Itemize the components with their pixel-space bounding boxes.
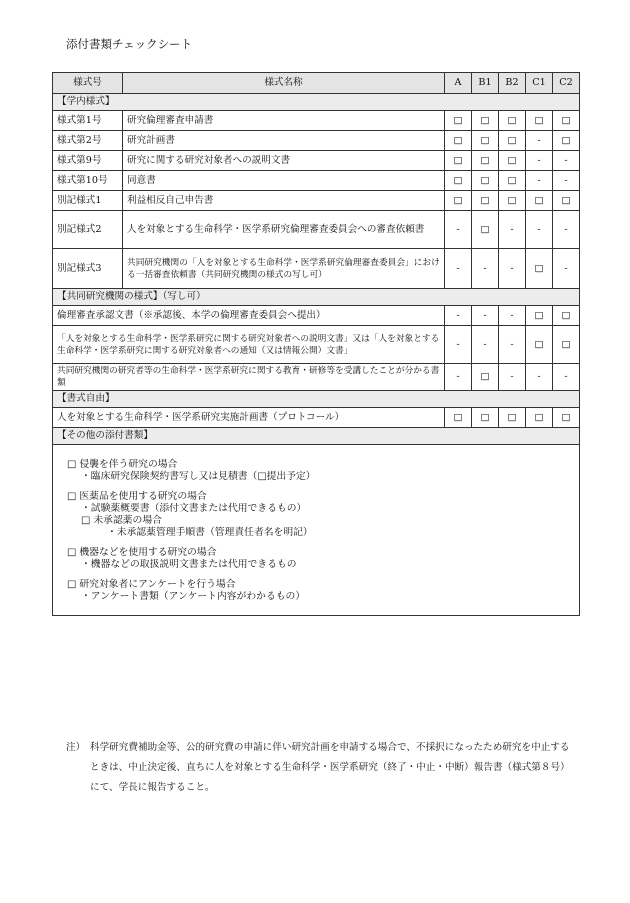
form-code: 様式第9号 bbox=[53, 151, 123, 171]
other-docs-list bbox=[53, 445, 580, 616]
check-b1[interactable]: □ bbox=[472, 408, 499, 428]
form-name: 人を対象とする生命科学・医学系研究実施計画書（プロトコール） bbox=[53, 408, 445, 428]
form-name: 利益相反自己申告書 bbox=[123, 191, 445, 211]
check-b1: - bbox=[472, 306, 499, 326]
section-row bbox=[53, 94, 580, 111]
checklist-item[interactable]: □ 機器などを使用する研究の場合 bbox=[67, 547, 217, 558]
check-b2[interactable]: □ bbox=[499, 408, 526, 428]
check-a: - bbox=[445, 211, 472, 249]
check-c1[interactable]: □ bbox=[526, 249, 553, 289]
list-item: ・アンケート書類（アンケート内容がわかるもの） bbox=[81, 591, 306, 602]
check-b1[interactable]: □ bbox=[472, 364, 499, 391]
check-c2: - bbox=[553, 364, 580, 391]
check-b1[interactable]: □ bbox=[472, 211, 499, 249]
footnote-text: 科学研究費補助金等、公的研究費の申請に伴い研究計画を申請する場合で、不採択になったため研究を中止するときは、中止決定後、直ちに人を対象とする生命科学・医学系研究（終了・中止・中断）報告書（様式第８号）にて、学長に報告すること。 bbox=[90, 742, 570, 793]
header-c2: C2 bbox=[553, 73, 580, 94]
check-c2[interactable]: □ bbox=[553, 408, 580, 428]
check-a[interactable]: □ bbox=[445, 171, 472, 191]
check-b1[interactable]: □ bbox=[472, 111, 499, 131]
section-label: 【学内様式】 bbox=[53, 94, 580, 111]
form-code: 別記様式3 bbox=[53, 249, 123, 289]
form-code: 別記様式1 bbox=[53, 191, 123, 211]
table-row bbox=[53, 249, 580, 289]
check-b2: - bbox=[499, 364, 526, 391]
table-row bbox=[53, 111, 580, 131]
check-b2: - bbox=[499, 211, 526, 249]
check-b1[interactable]: □ bbox=[472, 151, 499, 171]
check-b2[interactable]: □ bbox=[499, 131, 526, 151]
check-c1: - bbox=[526, 131, 553, 151]
check-c2: - bbox=[553, 151, 580, 171]
check-a[interactable]: □ bbox=[445, 151, 472, 171]
check-c2[interactable]: □ bbox=[553, 326, 580, 364]
form-name: 共同研究機関の「人を対象とする生命科学・医学系研究倫理審査委員会」における一括審査依頼書（共同研究機関の様式の写し可） bbox=[123, 249, 445, 289]
list-item: ・機器などの取扱説明文書または代用できるもの bbox=[81, 559, 297, 570]
check-c2: - bbox=[553, 171, 580, 191]
check-a: - bbox=[445, 364, 472, 391]
form-code: 様式第2号 bbox=[53, 131, 123, 151]
other-docs-row bbox=[53, 445, 580, 616]
header-row bbox=[53, 73, 580, 94]
check-c1[interactable]: □ bbox=[526, 326, 553, 364]
header-b1: B1 bbox=[472, 73, 499, 94]
check-c1[interactable]: □ bbox=[526, 111, 553, 131]
header-code: 様式号 bbox=[53, 73, 123, 94]
table-row bbox=[53, 171, 580, 191]
check-a[interactable]: □ bbox=[445, 408, 472, 428]
table-row bbox=[53, 364, 580, 391]
check-c2[interactable]: □ bbox=[553, 111, 580, 131]
form-code: 別記様式2 bbox=[53, 211, 123, 249]
check-a[interactable]: □ bbox=[445, 191, 472, 211]
section-title: 【共同研究機関の様式】 bbox=[57, 291, 163, 302]
table-row bbox=[53, 326, 580, 364]
table-row bbox=[53, 191, 580, 211]
check-a: - bbox=[445, 249, 472, 289]
table-row bbox=[53, 408, 580, 428]
form-code: 様式第10号 bbox=[53, 171, 123, 191]
checklist-item[interactable]: □ 研究対象者にアンケートを行う場合 bbox=[67, 579, 236, 590]
checklist-item[interactable]: □ 未承認薬の場合 bbox=[81, 515, 162, 526]
form-name: 倫理審査承認文書（※承認後、本学の倫理審査委員会へ提出） bbox=[53, 306, 445, 326]
form-code: 様式第1号 bbox=[53, 111, 123, 131]
check-b1: - bbox=[472, 249, 499, 289]
section-label bbox=[53, 289, 580, 306]
table-row bbox=[53, 131, 580, 151]
form-name: 人を対象とする生命科学・医学系研究倫理審査委員会への審査依頼書 bbox=[123, 211, 445, 249]
section-row bbox=[53, 428, 580, 445]
check-c1: - bbox=[526, 151, 553, 171]
section-label: 【その他の添付書類】 bbox=[53, 428, 580, 445]
checklist-item[interactable]: □ 医薬品を使用する研究の場合 bbox=[67, 491, 207, 502]
checklist-table bbox=[52, 72, 580, 616]
form-name: 共同研究機関の研究者等の生命科学・医学系研究に関する教育・研修等を受講したことが分かる書類 bbox=[53, 364, 445, 391]
table-row bbox=[53, 211, 580, 249]
check-b2: - bbox=[499, 326, 526, 364]
check-c2[interactable]: □ bbox=[553, 191, 580, 211]
form-name: 同意書 bbox=[123, 171, 445, 191]
form-name: 研究計画書 bbox=[123, 131, 445, 151]
check-a: - bbox=[445, 306, 472, 326]
check-c1[interactable]: □ bbox=[526, 191, 553, 211]
check-b2[interactable]: □ bbox=[499, 171, 526, 191]
check-c2: - bbox=[553, 211, 580, 249]
check-b1[interactable]: □ bbox=[472, 171, 499, 191]
check-b1[interactable]: □ bbox=[472, 191, 499, 211]
list-item: ・未承認薬管理手順書（管理責任者名を明記） bbox=[107, 527, 313, 538]
form-name: 「人を対象とする生命科学・医学系研究に関する研究対象者への説明文書」又は「人を対象とする生命科学・医学系研究に関する研究対象者への通知（又は情報公開）文書」 bbox=[53, 326, 445, 364]
footnote-mark: 注） bbox=[66, 742, 86, 753]
header-name: 様式名称 bbox=[123, 73, 445, 94]
header-c1: C1 bbox=[526, 73, 553, 94]
check-c1: - bbox=[526, 211, 553, 249]
check-b1[interactable]: □ bbox=[472, 131, 499, 151]
header-a: A bbox=[445, 73, 472, 94]
check-b1: - bbox=[472, 326, 499, 364]
check-b2: - bbox=[499, 306, 526, 326]
check-c1: - bbox=[526, 364, 553, 391]
check-c2[interactable]: □ bbox=[553, 306, 580, 326]
check-b2[interactable]: □ bbox=[499, 191, 526, 211]
footnote bbox=[66, 738, 574, 798]
table-row bbox=[53, 306, 580, 326]
check-b2[interactable]: □ bbox=[499, 111, 526, 131]
form-name: 研究倫理審査申請書 bbox=[123, 111, 445, 131]
checklist-item[interactable]: □ 侵襲を伴う研究の場合 bbox=[67, 459, 178, 470]
check-c1: - bbox=[526, 171, 553, 191]
check-a[interactable]: □ bbox=[445, 111, 472, 131]
table-row bbox=[53, 151, 580, 171]
list-item: ・試験薬概要書（添付文書または代用できるもの） bbox=[81, 503, 307, 514]
section-row bbox=[53, 391, 580, 408]
check-c2: - bbox=[553, 249, 580, 289]
list-item: ・臨床研究保険契約書写し又は見積書（□提出予定） bbox=[81, 471, 316, 482]
section-label: 【書式自由】 bbox=[53, 391, 580, 408]
check-a: - bbox=[445, 326, 472, 364]
page-title: 添付書類チェックシート bbox=[66, 37, 193, 51]
check-b2: - bbox=[499, 249, 526, 289]
check-b2[interactable]: □ bbox=[499, 151, 526, 171]
check-c2[interactable]: □ bbox=[553, 131, 580, 151]
form-name: 研究に関する研究対象者への説明文書 bbox=[123, 151, 445, 171]
section-row bbox=[53, 289, 580, 306]
section-note: （写し可） bbox=[162, 291, 206, 302]
check-c1[interactable]: □ bbox=[526, 306, 553, 326]
check-c1[interactable]: □ bbox=[526, 408, 553, 428]
check-a[interactable]: □ bbox=[445, 131, 472, 151]
header-b2: B2 bbox=[499, 73, 526, 94]
